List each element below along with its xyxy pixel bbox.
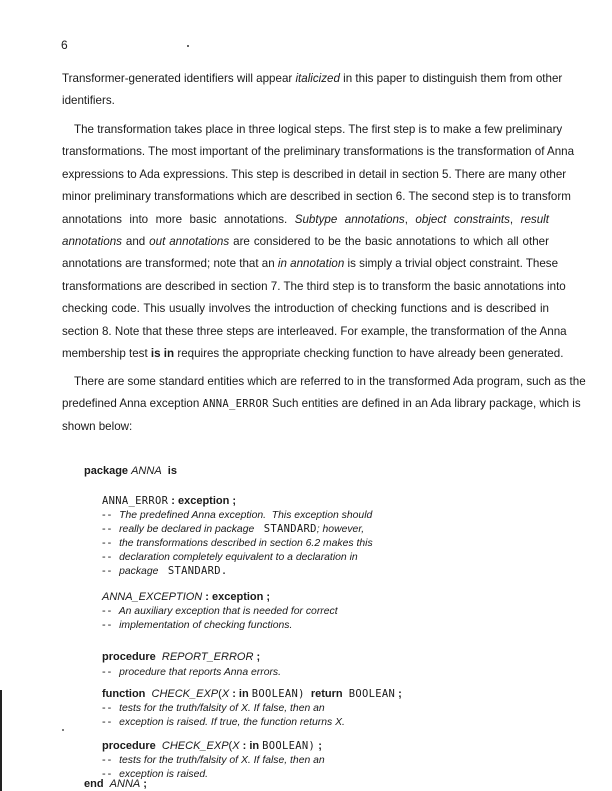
text-segment: identifiers. [62, 94, 115, 108]
code-token: is [161, 465, 177, 477]
code-comment: exception is raised. [113, 769, 209, 780]
code-token: : in [229, 688, 252, 700]
code-token: CHECK_EXP [161, 740, 229, 752]
paragraph-line [74, 375, 586, 389]
text-segment: is simply a trivial object constraint. These [344, 257, 559, 271]
text-segment: Subtype annotations [294, 212, 405, 226]
paragraph-line [62, 190, 571, 204]
code-line [102, 605, 338, 618]
text-segment: object constraints [415, 212, 510, 226]
code-token: : in [239, 740, 263, 752]
code-line [84, 465, 177, 478]
paragraph-line [62, 324, 567, 339]
code-token: ; [253, 651, 261, 663]
text-segment: transformations are described in section 7. The third step is to transform the basic annotations into [62, 279, 566, 293]
code-line [102, 740, 322, 753]
code-line [102, 537, 373, 550]
text-segment: annotations into more basic annotations. [62, 212, 295, 226]
code-token: ; [315, 740, 322, 752]
code-line [102, 651, 260, 664]
paragraph-line [62, 145, 575, 159]
code-token: : exception ; [168, 495, 237, 507]
code-token: -- [102, 768, 114, 780]
text-segment: checking code. This usually involves the introduction of checking functions and is described in [62, 302, 549, 316]
text-segment: , [404, 212, 416, 226]
code-token: -- [102, 619, 114, 631]
code-token: package [84, 465, 132, 477]
paragraph-line [62, 420, 549, 434]
code-line [102, 591, 270, 604]
text-segment: , [509, 212, 521, 226]
text-segment: annotations are transformed; note that an [62, 257, 278, 271]
scan-edge [0, 690, 2, 791]
page-number: 6 [61, 38, 68, 52]
code-token: procedure [102, 740, 162, 752]
code-token: REPORT_ERROR [161, 651, 254, 663]
code-line [102, 565, 228, 578]
text-segment: and [121, 235, 150, 248]
code-token: -- [102, 523, 114, 535]
text-segment: in annotation [277, 257, 345, 271]
code-line [102, 702, 325, 715]
text-segment: minor preliminary transformations which are described in section 6. The second step is to transform [62, 190, 571, 204]
code-line [102, 523, 364, 536]
paragraph-line [62, 167, 567, 182]
code-line [102, 551, 358, 564]
code-token: function [102, 688, 152, 700]
code-comment: procedure that reports Anna errors. [113, 667, 282, 678]
text-segment: in this paper to distinguish them from other [339, 72, 563, 85]
code-line [102, 666, 281, 679]
code-token: BOOLEAN [348, 688, 396, 700]
text-segment: out annotations [149, 235, 230, 248]
text-segment: section 8. Note that these three steps are interleaved. For example, the transformation of the Anna [62, 324, 567, 338]
code-comment: declaration completely equivalent to a declaration in [113, 552, 358, 563]
paragraph-line [62, 235, 549, 249]
code-token: -- [102, 754, 114, 766]
code-comment: package [113, 566, 162, 577]
code-comment: tests for the truth/falsity of X. If false, then an [113, 703, 325, 714]
code-token: : exception ; [202, 591, 271, 603]
code-comment: ; however, [316, 524, 365, 535]
code-token: X [221, 688, 230, 700]
code-token: -- [102, 605, 114, 617]
code-comment: the transformations described in section 6.2 makes this [113, 538, 373, 549]
code-token: -- [102, 716, 114, 728]
code-comment: An auxiliary exception that is needed for correct [113, 606, 338, 617]
code-token: ; [395, 688, 402, 700]
text-segment: The transformation takes place in three logical steps. The first step is to make a few preliminary [74, 123, 563, 136]
paragraph-line [62, 94, 549, 108]
code-line [102, 688, 402, 701]
code-token: ( [228, 740, 233, 752]
text-segment: There are some standard entities which are referred to in the transformed Ada program, such as the [74, 375, 586, 388]
code-token: ANNA_EXCEPTION [102, 591, 203, 603]
paragraph-line [62, 397, 581, 411]
code-token: ANNA [109, 778, 141, 790]
code-comment: implementation of checking functions. [113, 620, 293, 631]
paragraph-line [62, 257, 559, 271]
code-token: X [232, 740, 240, 752]
text-segment: ANNA_ERROR [202, 398, 269, 411]
text-segment: italicized [295, 72, 340, 85]
paragraph-line [62, 302, 549, 316]
code-line [102, 754, 325, 767]
code-token: -- [102, 666, 114, 678]
code-token: -- [102, 509, 114, 521]
text-segment: predefined Anna exception [62, 397, 203, 411]
text-segment: membership test [62, 347, 151, 360]
paragraph-line [62, 72, 563, 86]
text-segment: transformations. The most important of the preliminary transformations is the transformation of Anna [62, 145, 575, 159]
code-token: ; [140, 778, 147, 790]
code-token: CHECK_EXP [151, 688, 219, 700]
code-token: ANNA_ERROR [102, 495, 169, 507]
code-token: STANDARD [257, 523, 317, 535]
text-segment: Such entities are defined in an Ada library package, which is [268, 397, 581, 411]
code-token: BOOLEAN) [251, 688, 305, 700]
code-comment: The predefined Anna exception. This exception should [113, 510, 373, 521]
code-token: -- [102, 551, 114, 563]
paragraph-line [62, 279, 566, 294]
paragraph-line [74, 123, 563, 137]
code-token: ANNA [131, 465, 162, 477]
text-segment: is in [150, 347, 175, 360]
scan-speck [62, 729, 64, 731]
code-line [102, 716, 345, 729]
text-segment: expressions to Ada expressions. This step is described in detail in section 5. There are many other [62, 167, 567, 181]
text-segment: requires the appropriate checking function to have already been generated. [174, 347, 564, 360]
code-token: end [84, 778, 110, 790]
code-token: BOOLEAN) [262, 740, 316, 752]
code-token: return [304, 688, 349, 700]
paragraph-line [62, 213, 549, 227]
code-token: -- [102, 702, 114, 714]
code-comment: tests for the truth/falsity of X. If false, then an [113, 755, 325, 766]
code-line [102, 509, 372, 522]
code-token: -- [102, 537, 114, 549]
code-token: -- [102, 565, 114, 577]
code-token: ( [218, 688, 222, 700]
text-segment: result [520, 212, 549, 226]
text-segment: shown below: [62, 419, 133, 433]
code-line [102, 619, 292, 632]
text-segment: are considered to be the basic annotations to which all other [229, 235, 549, 248]
scan-speck [187, 45, 189, 47]
text-segment: Transformer-generated identifiers will appear [62, 72, 296, 85]
code-line [84, 778, 147, 791]
code-token: STANDARD. [161, 565, 228, 577]
text-segment: annotations [62, 235, 122, 248]
code-comment: really be declared in package [113, 524, 258, 535]
code-token: procedure [102, 651, 162, 663]
code-comment: exception is raised. If true, the function returns X. [113, 717, 345, 728]
code-line [102, 495, 236, 508]
paragraph-line [62, 347, 564, 361]
